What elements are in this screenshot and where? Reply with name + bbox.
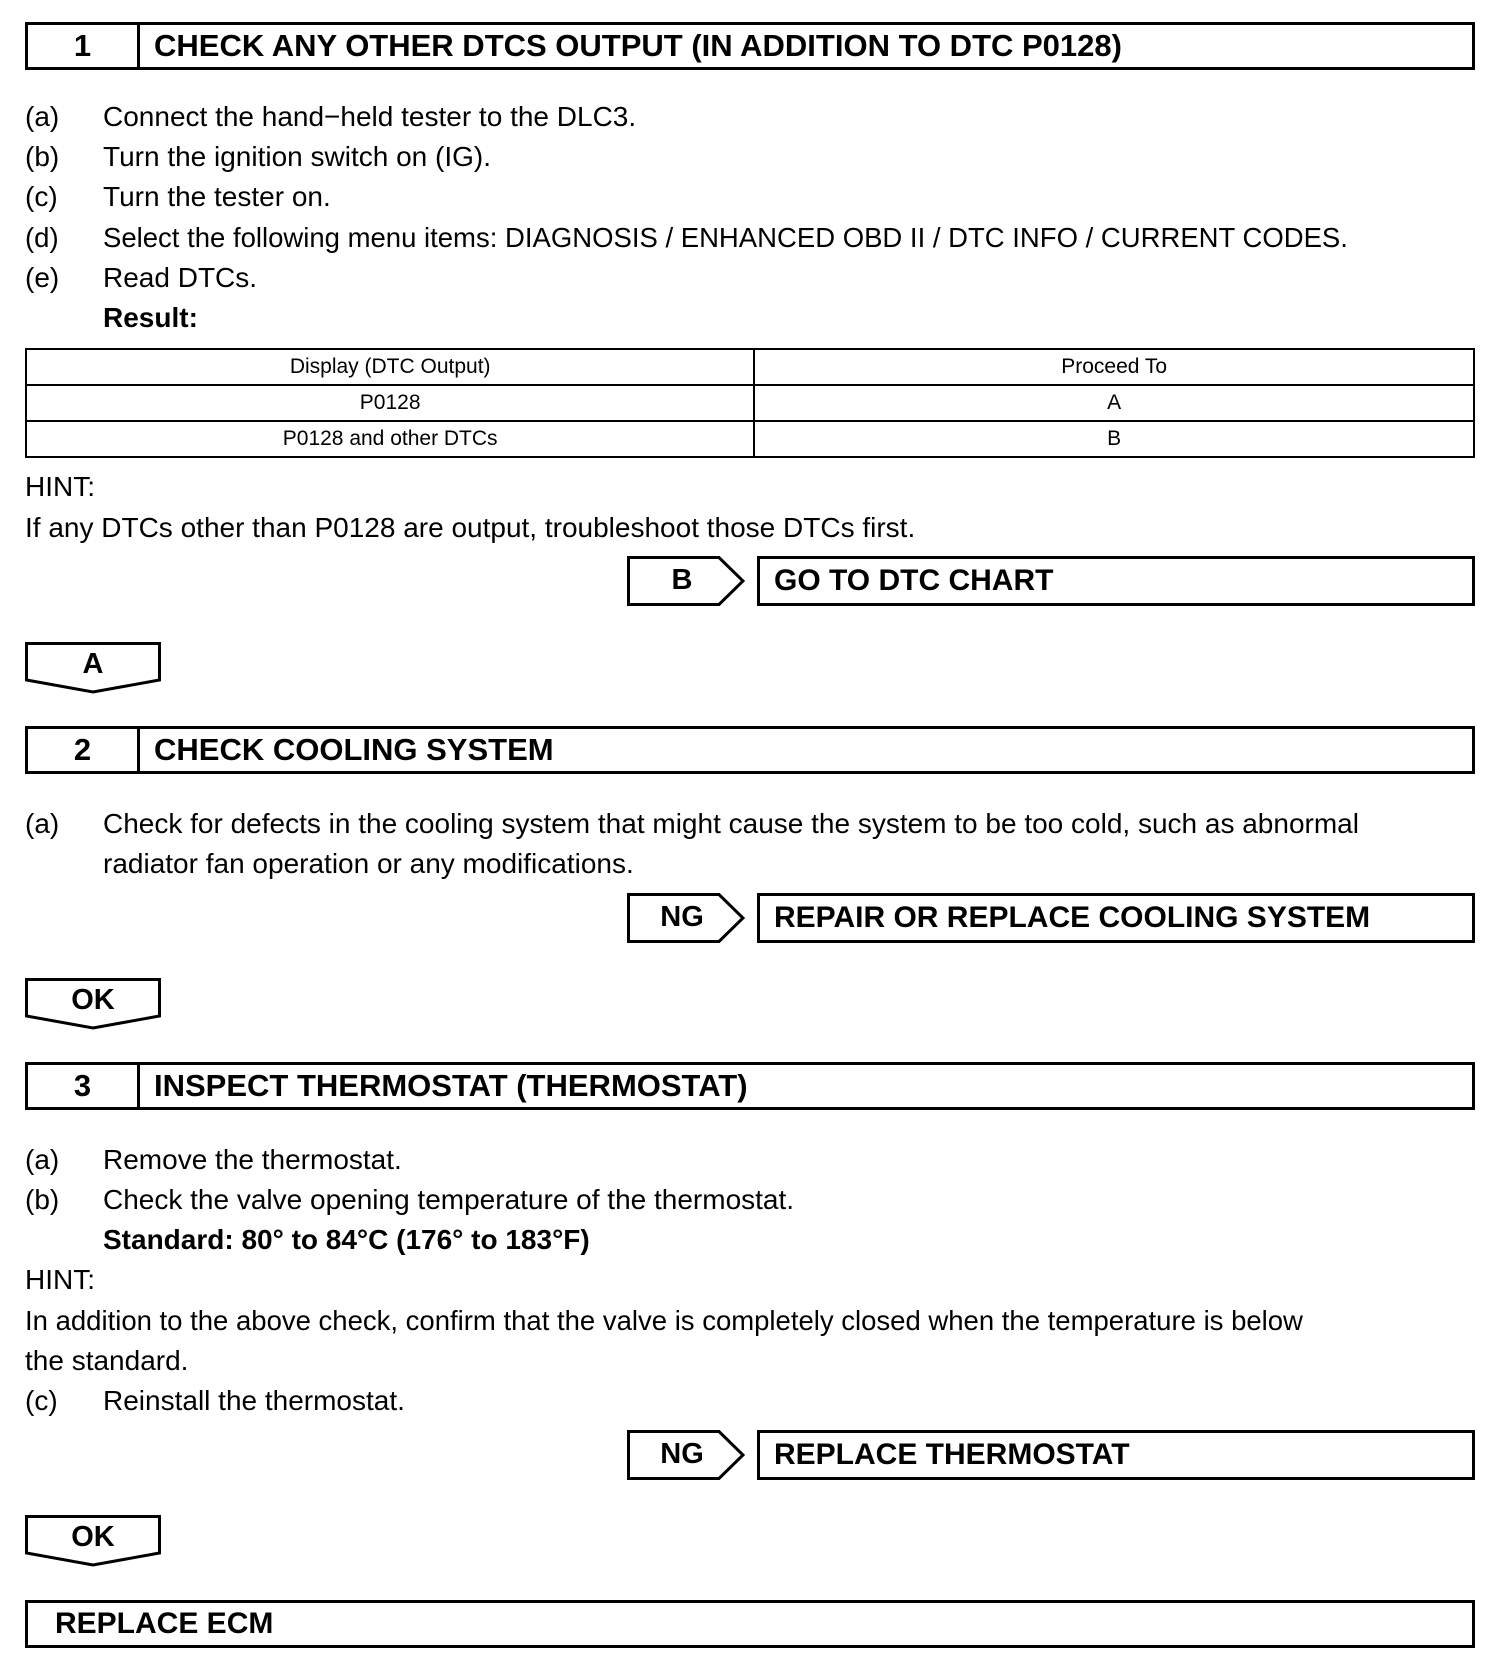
standard-spec: Standard: 80° to 84°C (176° to 183°F)	[103, 1224, 590, 1255]
next-ok-label: OK	[71, 1521, 115, 1553]
step-1-item-e	[25, 258, 257, 298]
item-label: (b)	[25, 1184, 60, 1215]
item-label: (d)	[25, 222, 59, 253]
item-label: (a)	[25, 1144, 60, 1175]
branch-ng-tag	[627, 1430, 745, 1478]
table-header-row	[26, 349, 1474, 385]
step-3-hint-label: HINT:	[25, 1264, 95, 1295]
item-text: Reinstall the thermostat.	[103, 1385, 405, 1416]
step-1-item-d	[25, 218, 1348, 258]
step-2-item-a-cont: radiator fan operation or any modifications.	[103, 848, 634, 879]
item-text: Read DTCs.	[103, 262, 258, 293]
table-cell: P0128	[26, 385, 754, 421]
step-3-item-c	[25, 1381, 405, 1421]
repair-cooling-system-box: REPAIR OR REPLACE COOLING SYSTEM	[757, 893, 1475, 943]
step-3-header	[25, 1062, 1475, 1110]
table-header: Proceed To	[754, 349, 1474, 385]
step-2-item-a	[25, 804, 1359, 844]
step-1-item-c	[25, 177, 331, 217]
step-3-title: INSPECT THERMOSTAT (THERMOSTAT)	[154, 1068, 748, 1103]
step-3-hint-line-1: In addition to the above check, confirm that the valve is completely closed when the temperature is below	[25, 1305, 1303, 1336]
item-text: Select the following menu items: DIAGNOSIS / ENHANCED OBD II / DTC INFO / CURRENT CODES.	[103, 222, 1348, 253]
go-to-dtc-chart-box: GO TO DTC CHART	[757, 556, 1475, 606]
branch-b-tag	[627, 556, 745, 604]
step-2-header	[25, 726, 1475, 774]
item-text: Check the valve opening temperature of the thermostat.	[103, 1184, 795, 1215]
item-text: Connect the hand−held tester to the DLC3.	[103, 101, 637, 132]
item-label: (e)	[25, 262, 60, 293]
result-table	[25, 348, 1475, 458]
item-text: Check for defects in the cooling system that might cause the system to be too cold, such as abnormal	[103, 808, 1359, 839]
table-cell: P0128 and other DTCs	[26, 421, 754, 457]
step-3-item-a	[25, 1140, 402, 1180]
table-row	[26, 385, 1474, 421]
item-label: (c)	[25, 1385, 58, 1416]
item-label: (a)	[25, 101, 60, 132]
table-row	[26, 421, 1474, 457]
branch-ng-tag	[627, 893, 745, 941]
branch-ng-label: NG	[660, 1438, 704, 1470]
table-cell: B	[754, 421, 1474, 457]
step-1-hint-label: HINT:	[25, 471, 95, 502]
step-1-item-b	[25, 137, 491, 177]
item-text: Turn the tester on.	[103, 181, 331, 212]
item-label: (b)	[25, 141, 60, 172]
table-cell: A	[754, 385, 1474, 421]
next-ok-tag	[25, 1515, 161, 1567]
step-1-hint-text: If any DTCs other than P0128 are output, troubleshoot those DTCs first.	[25, 512, 916, 543]
next-a-tag	[25, 642, 161, 694]
item-text: Turn the ignition switch on (IG).	[103, 141, 492, 172]
replace-thermostat-box: REPLACE THERMOSTAT	[757, 1430, 1475, 1480]
step-1-title: CHECK ANY OTHER DTCS OUTPUT (IN ADDITION TO DTC P0128)	[154, 28, 1122, 63]
step-2-number: 2	[28, 729, 140, 771]
replace-ecm-box: REPLACE ECM	[25, 1600, 1475, 1648]
next-ok-tag	[25, 978, 161, 1030]
step-3-hint-line-2: the standard.	[25, 1345, 189, 1376]
next-ok-label: OK	[71, 984, 115, 1016]
step-3-item-b	[25, 1180, 794, 1220]
step-1-header	[25, 22, 1475, 70]
step-3-number: 3	[28, 1065, 140, 1107]
step-2-title: CHECK COOLING SYSTEM	[154, 732, 554, 767]
next-a-label: A	[82, 648, 104, 680]
result-label: Result:	[103, 302, 198, 333]
branch-ng-label: NG	[660, 901, 704, 933]
step-1-number: 1	[28, 25, 140, 67]
branch-b-label: B	[671, 564, 693, 596]
item-label: (a)	[25, 808, 60, 839]
item-label: (c)	[25, 181, 58, 212]
step-1-item-a	[25, 97, 636, 137]
item-text: Remove the thermostat.	[103, 1144, 402, 1175]
table-header: Display (DTC Output)	[26, 349, 754, 385]
